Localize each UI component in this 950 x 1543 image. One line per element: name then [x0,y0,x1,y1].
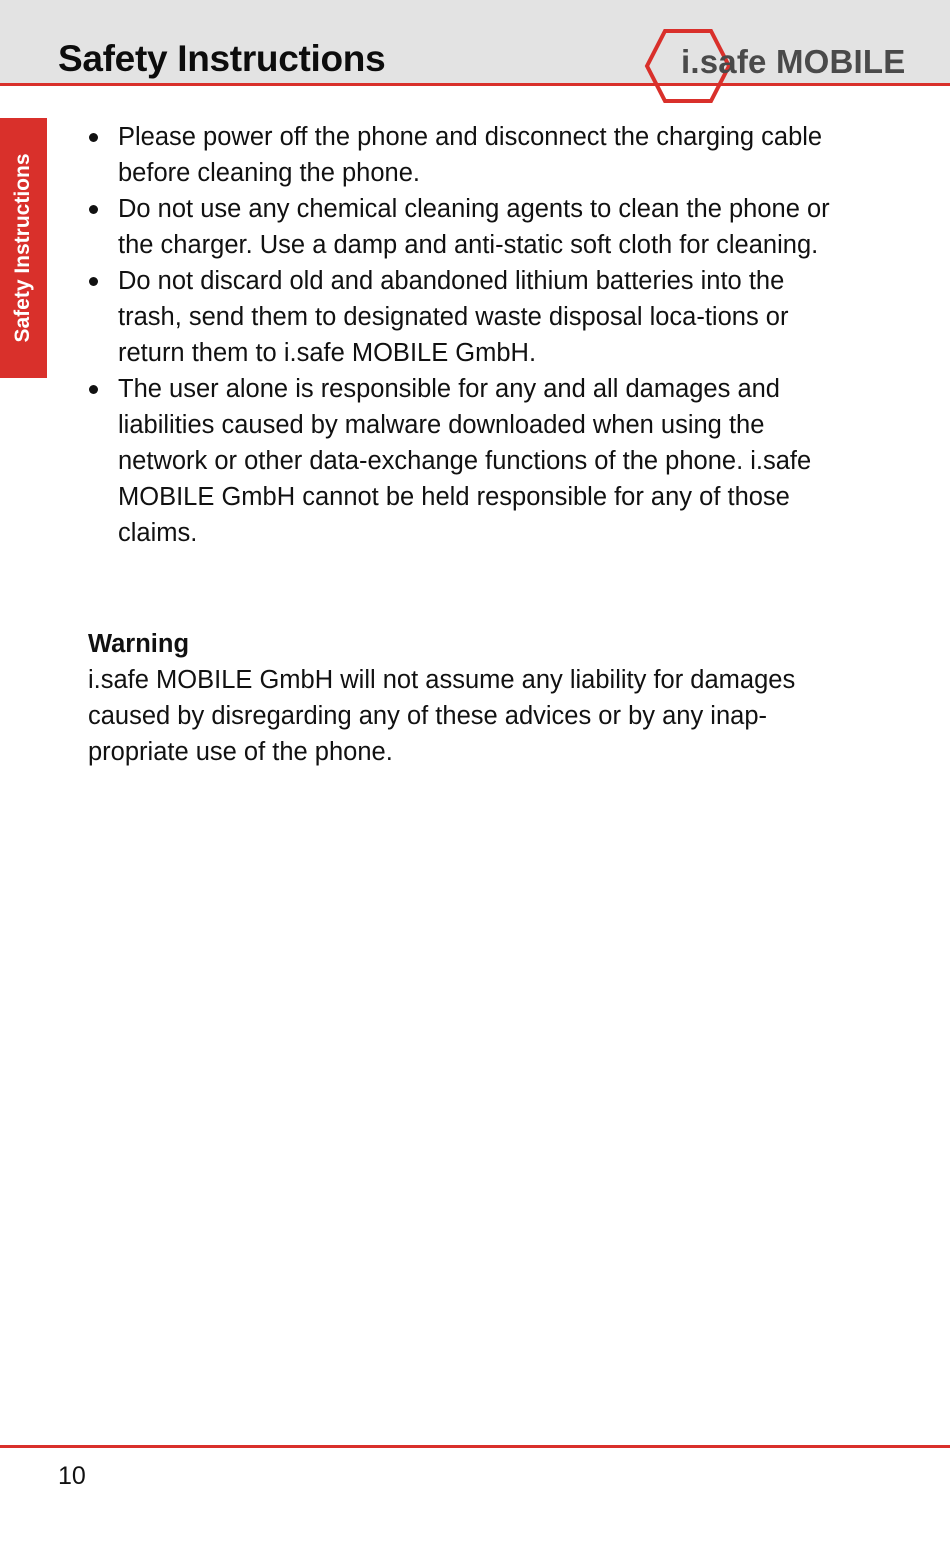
list-item-text: Do not discard old and abandoned lithium batteries into the trash, send them to designated waste disposal loca-tions or return them to i.safe MOBILE GmbH. [118,267,789,367]
bullet-icon [89,277,98,286]
side-tab [0,118,47,378]
safety-bullet-list [88,119,848,551]
page-title: Safety Instructions [58,38,386,79]
footer-divider [0,1445,950,1448]
list-item [88,191,848,263]
list-item [88,371,848,551]
warning-heading: Warning [88,630,190,658]
list-item [88,263,848,371]
list-item-text: The user alone is responsible for any and all damages and liabilities caused by malware downloaded when using the network or other data-exchange functions of the phone. i.safe MOBILE GmbH cannot be held responsible for any of those claims. [118,375,812,547]
list-item-text: Do not use any chemical cleaning agents to clean the phone or the charger. Use a damp and anti-static soft cloth for cleaning. [118,195,830,259]
page-number: 10 [58,1462,86,1490]
list-item [88,119,848,191]
brand-logo [643,28,943,104]
warning-body: i.safe MOBILE GmbH will not assume any liability for damages caused by disregarding any of these advices or by any inap-propriate use of the phone. [88,666,796,766]
side-tab-label: Safety Instructions [11,153,34,343]
bullet-icon [89,133,98,142]
logo-text: i.safe MOBILE [681,43,906,80]
bullet-icon [89,385,98,394]
bullet-icon [89,205,98,214]
list-item-text: Please power off the phone and disconnect the charging cable before cleaning the phone. [118,123,823,187]
